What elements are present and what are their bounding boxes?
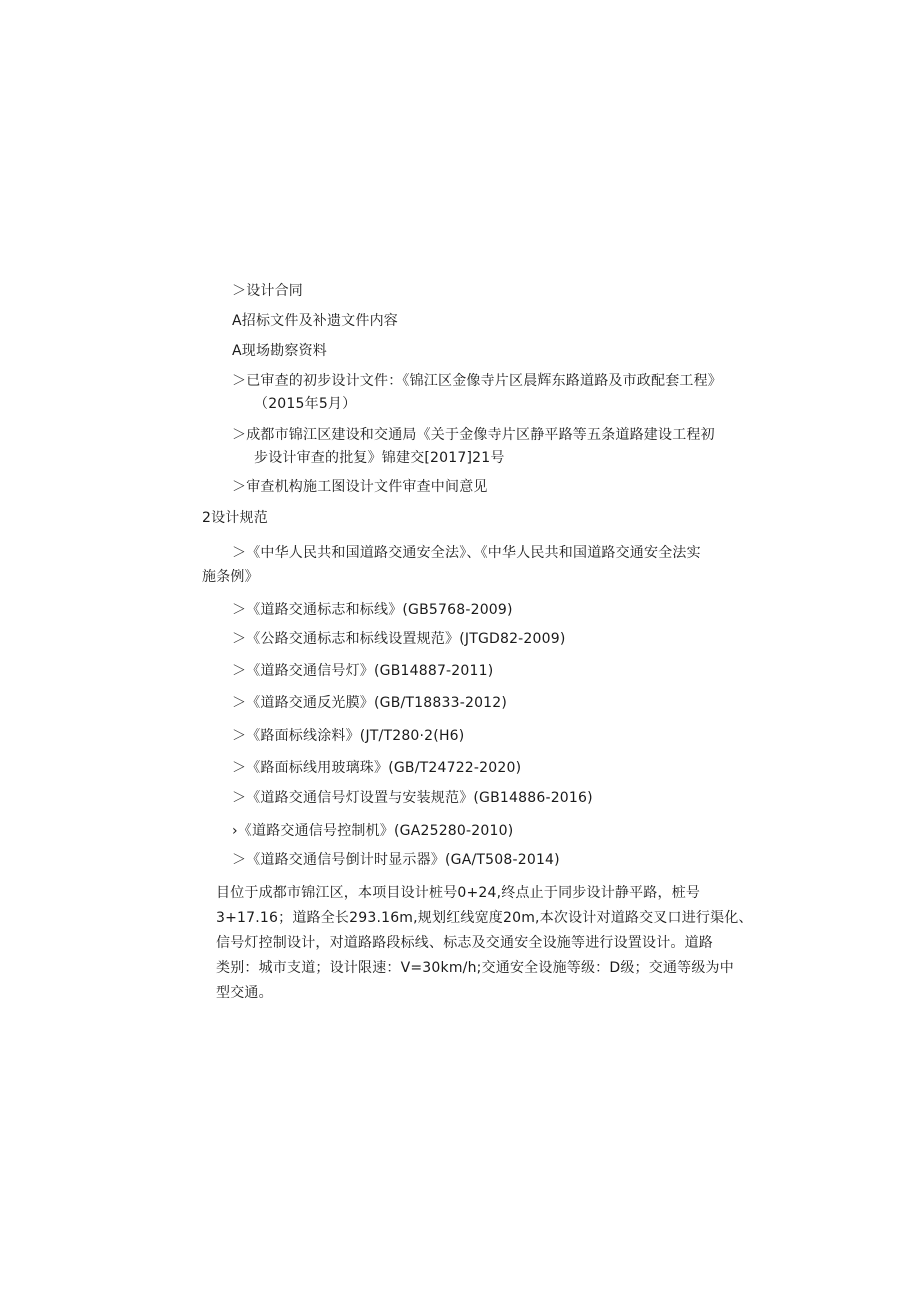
basis-item-review: ＞审查机构施工图设计文件审查中间意见 [232,479,488,495]
basis-item-survey: A现场勘察资料 [232,343,327,359]
description-line: 目位于成都市锦江区，本项目设计桩号0+24,终点止于同步设计静平路，桩号 [216,885,701,901]
basis-item-approval-cont: 步设计审查的批复》锦建交[2017]21号 [254,450,505,466]
standard-item: ›《道路交通信号控制机》(GA25280-2010) [232,823,514,839]
standard-item: ＞《路面标线用玻璃珠》(GB/T24722-2020) [232,760,522,776]
standard-item: ＞《道路交通信号灯设置与安装规范》(GB14886-2016) [232,790,593,806]
description-line: 3+17.16；道路全长293.16m,规划红线宽度20m,本次设计对道路交叉口进行渠化、 [216,910,753,926]
standard-item: ＞《道路交通反光膜》(GB/T18833-2012) [232,695,508,711]
basis-item-preliminary-design: ＞已审查的初步设计文件：《锦江区金像寺片区晨辉东路道路及市政配套工程》 [232,373,722,389]
description-line: 信号灯控制设计，对道路路段标线、标志及交通安全设施等进行设置设计。道路 [216,935,713,951]
description-line: 型交通。 [216,985,273,1001]
basis-item-tender: A招标文件及补遗文件内容 [232,313,398,329]
standard-item: ＞《公路交通标志和标线设置规范》(JTGD82-2009) [232,631,566,647]
description-line: 类别：城市支道；设计限速：V=30km/h;交通安全设施等级：D级；交通等级为中 [216,960,734,976]
basis-item-preliminary-date: （2015年5月） [254,396,357,412]
standard-item: ＞《道路交通标志和标线》(GB5768-2009) [232,602,513,618]
section-heading: 2设计规范 [202,510,268,526]
basis-item-contract: ＞设计合同 [232,283,303,299]
basis-item-approval: ＞成都市锦江区建设和交通局《关于金像寺片区静平路等五条道路建设工程初 [232,427,715,443]
standard-item: ＞《道路交通信号灯》(GB14887-2011) [232,663,494,679]
standard-item-cont: 施条例》 [202,569,259,585]
standard-item: ＞《路面标线涂料》(JT/T280·2(H6) [232,728,465,744]
standard-item: ＞《道路交通信号倒计时显示器》(GA/T508-2014) [232,852,560,868]
standard-item: ＞《中华人民共和国道路交通安全法》、《中华人民共和国道路交通安全法实 [232,545,701,561]
